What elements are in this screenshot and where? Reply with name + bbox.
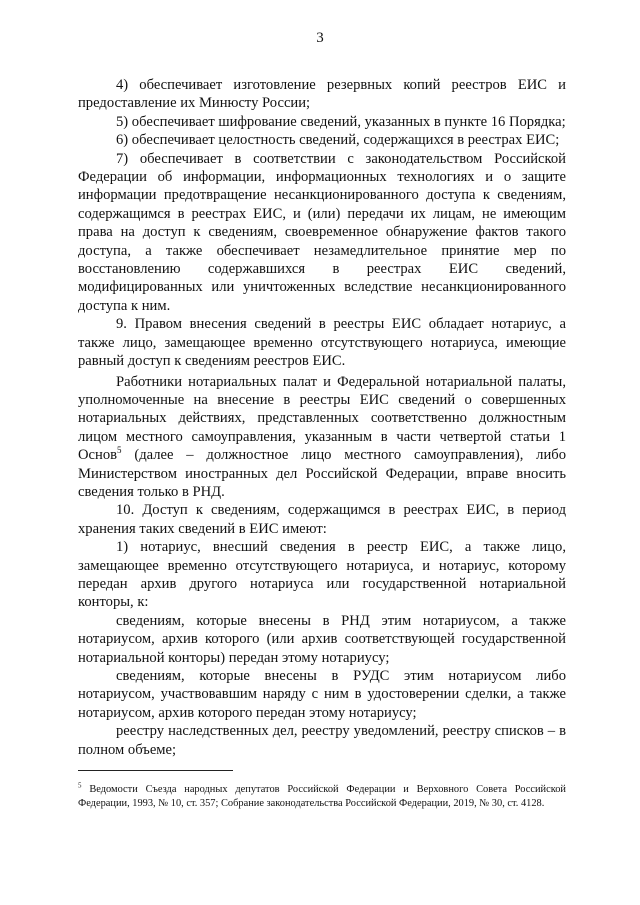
paragraph-workers-continuation: (далее – должностное лицо местного самоуправления), либо Министерством иностранных дел Российской Федерации, вправе вносить сведения только в РНД. (78, 447, 566, 500)
paragraph-item-6: 6) обеспечивает целостность сведений, содержащихся в реестрах ЕИС; (116, 132, 560, 149)
paragraph-item-4: 4) обеспечивает изготовление резервных копий реестров ЕИС и предоставление их Минюсту России; (78, 77, 566, 112)
paragraph-workers (78, 373, 566, 502)
paragraph-rnd-info: сведениям, которые внесены в РНД этим нотариусом, а также нотариусом, архив которого (или архив соответствующей государственной нотариальной конторы) передан этому нотариусу; (78, 612, 566, 666)
page-number: 3 (316, 30, 324, 46)
paragraph-subitem-1: 1) нотариус, внесший сведения в реестр ЕИС, а также лицо, замещающее временно отсутствующего нотариуса, и нотариус, которому передан архив другого нотариуса или государственной нотариальной конторы, к: (78, 539, 566, 611)
footnote-reference: 5 (117, 445, 122, 456)
paragraph-item-5: 5) обеспечивает шифрование сведений, указанных в пункте 16 Порядка; (116, 113, 566, 130)
document-body (78, 76, 566, 759)
paragraph-workers-text: Работники нотариальных палат и Федеральной нотариальной палаты, уполномоченные на внесение в реестры ЕИС сведений о совершенных нотариальных действиях, представленных соответственно должностным лицом местного самоуправления, указанным в части четвертой статьи 1 Основ (78, 373, 566, 464)
paragraph-clause-10: 10. Доступ к сведениям, содержащимся в реестрах ЕИС, в период хранения таких сведений в ЕИС имеют: (78, 502, 566, 537)
paragraph-item-7: 7) обеспечивает в соответствии с законодательством Российской Федерации об информации, информационных технологиях и о защите информации предотвращение несанкционированного доступа к сведениям, содержащимся в реестрах ЕИС, и (или) передачи их лицам, не имеющим права на доступ к сведениям, своевременное обнаружение фактов такого доступа, а также обеспечивает незамедлительное принятие мер по восстановлению содержавшихся в реестрах ЕИС сведений, модифицированных или уничтоженных вследствие несанкционированного доступа к ним. (78, 150, 566, 314)
footnote-divider (78, 770, 233, 771)
paragraph-clause-9: 9. Правом внесения сведений в реестры ЕИС обладает нотариус, а также лицо, замещающее временно отсутствующего нотариуса, имеющие равный доступ к сведениям реестров ЕИС. (78, 316, 566, 370)
footnote-text: Ведомости Съезда народных депутатов Российской Федерации и Верховного Совета Российской Федерации, 1993, № 10, ст. 357; Собрание законодательства Российской Федерации, 2019, № 30, ст. 4128. (78, 784, 566, 809)
paragraph-ruds-info: сведениям, которые внесены в РУДС этим нотариусом либо нотариусом, участвовавшим наряду с ним в удостоверении сделки, а также нотариусом, архив которого передан этому нотариусу; (78, 668, 566, 721)
footnote-mark: 5 (78, 781, 82, 790)
footnote (78, 783, 566, 811)
paragraph-registries: реестру наследственных дел, реестру уведомлений, реестру списков – в полном объеме; (78, 723, 566, 758)
